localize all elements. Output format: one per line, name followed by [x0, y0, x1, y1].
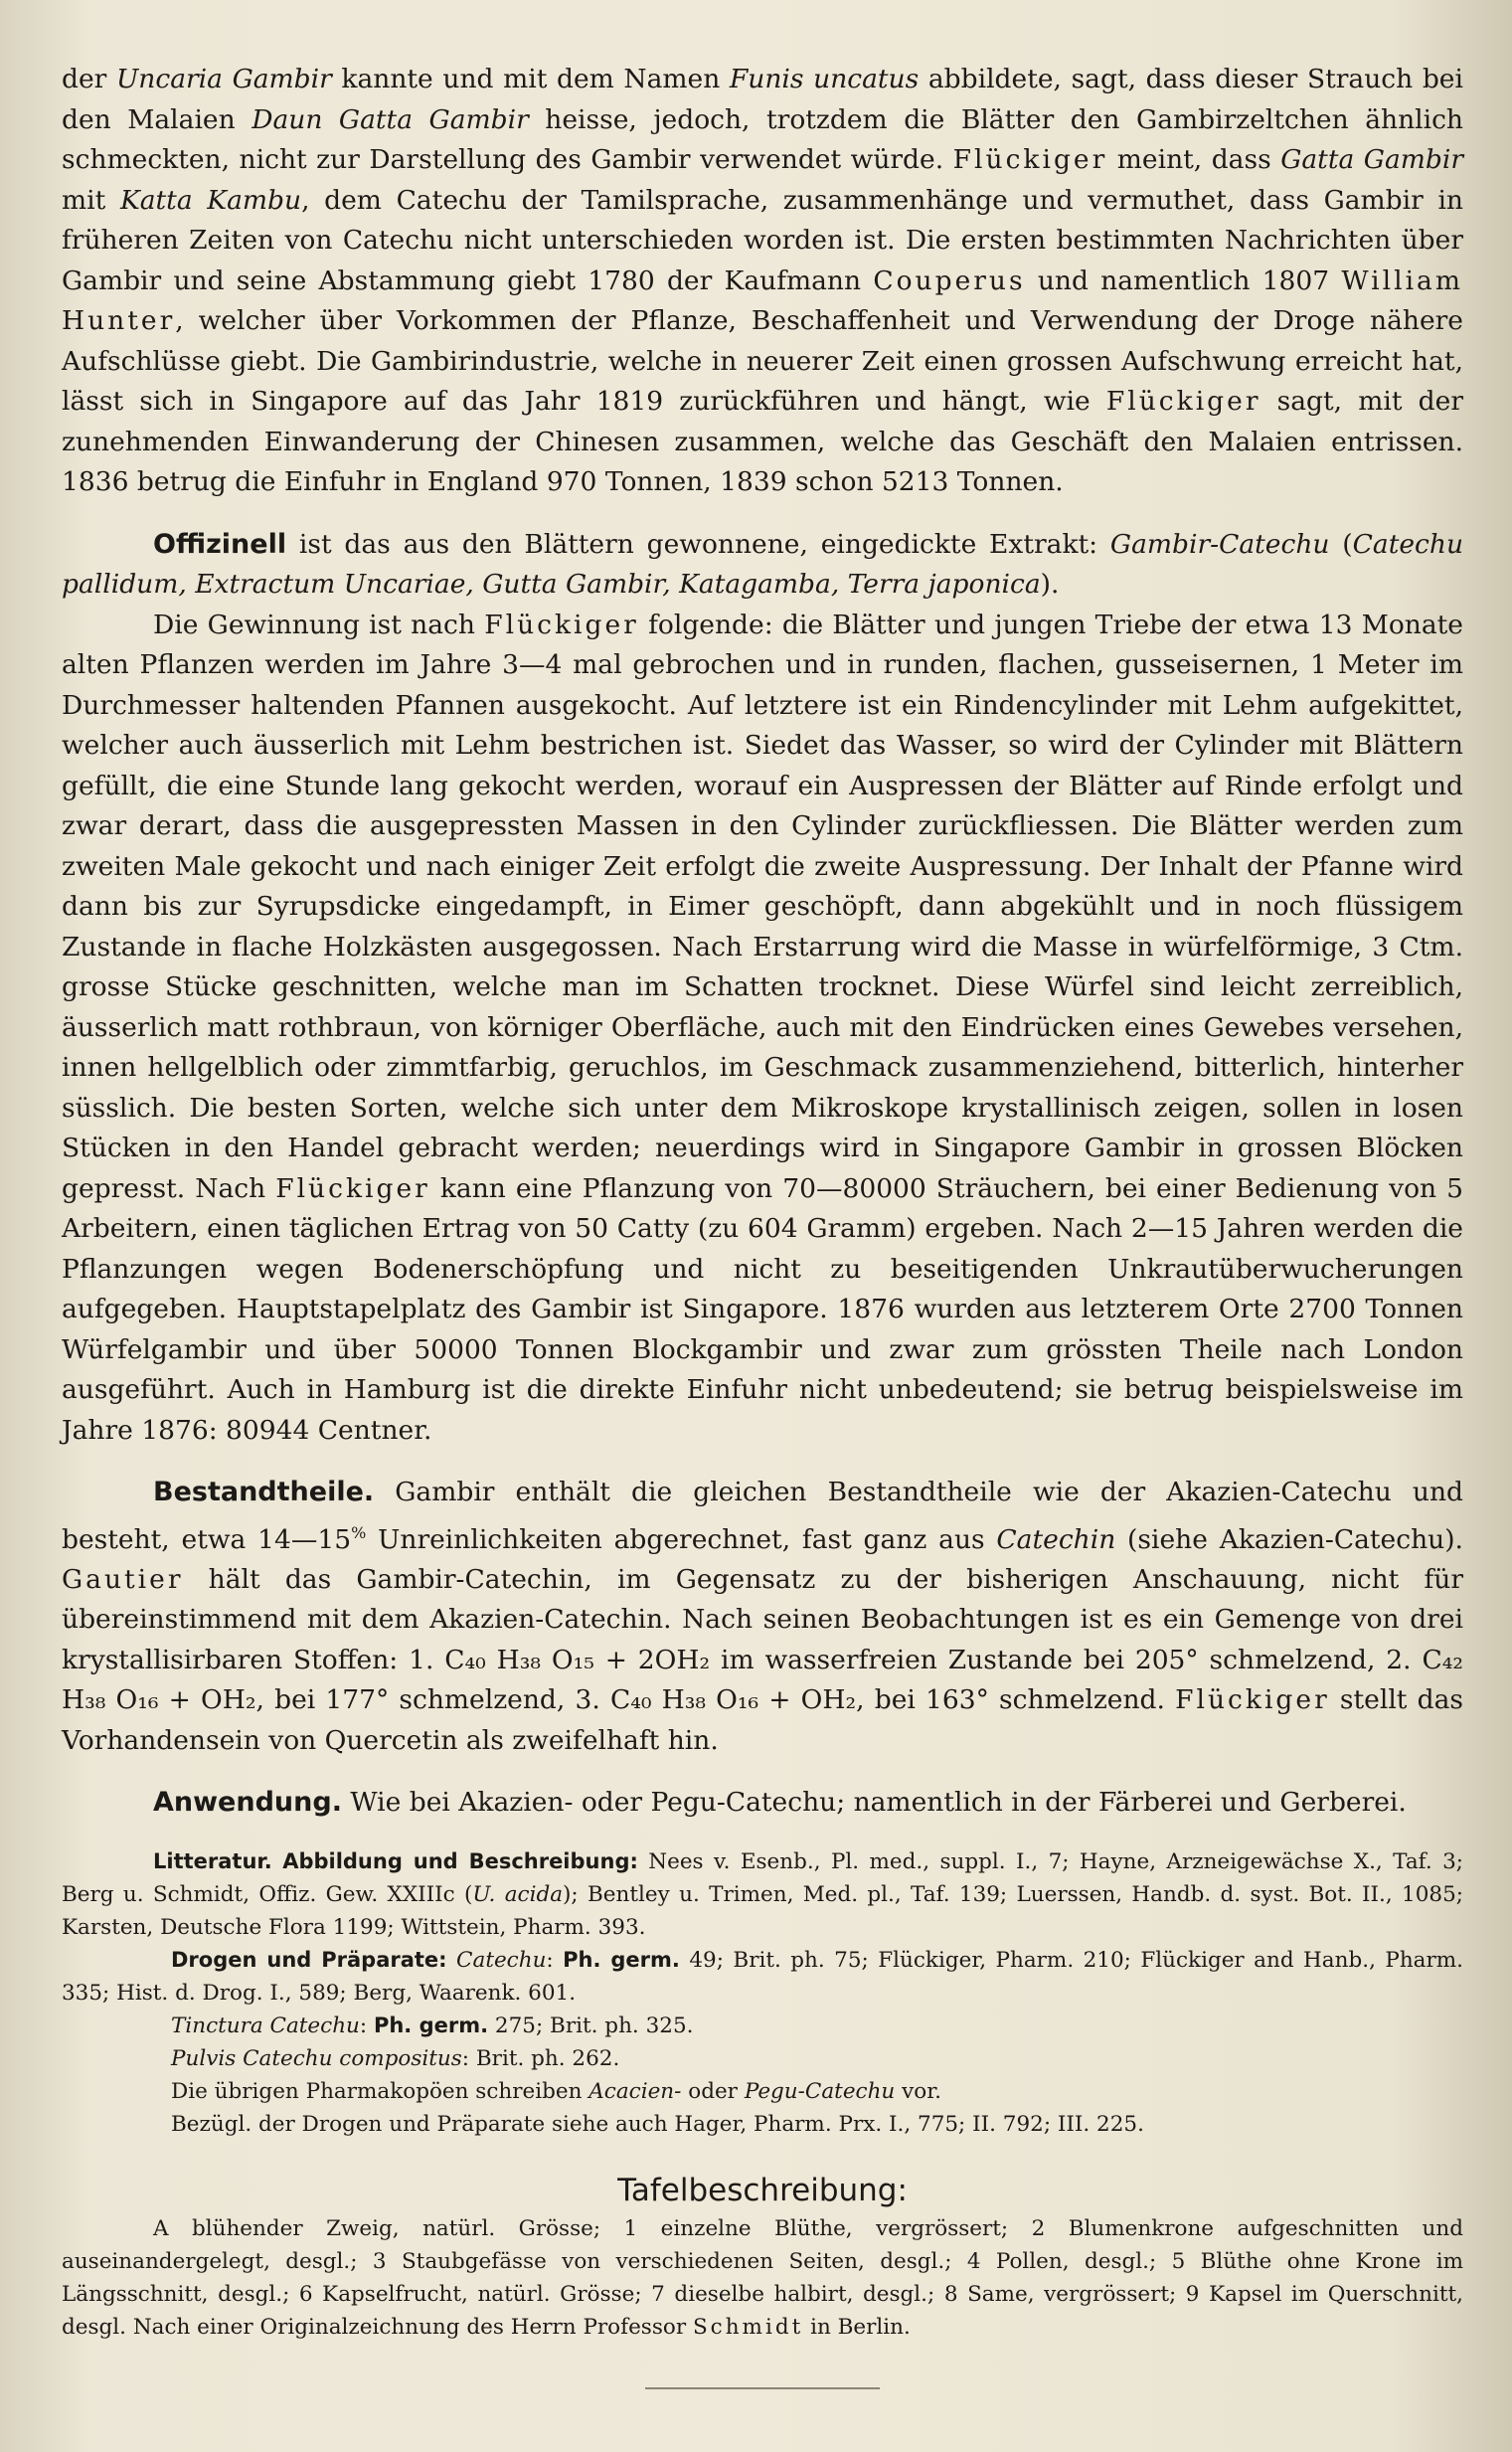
compound-name: Catechin — [996, 1523, 1116, 1555]
text: oder — [681, 2078, 745, 2104]
pharmacopoeia: Ph. germ. — [373, 2013, 489, 2037]
text: ); Bentley u. Trimen, Med. pl., Taf. 139; Luerssen, Handb. d. syst. Bot. II., 1085; Karsten, Deutsche Flora 1199; Wittstein, Pharm. 393. — [62, 1881, 1463, 1940]
text: , bei 177° schmelzend, 3. — [255, 1684, 610, 1716]
species-name: Funis uncatus — [729, 64, 920, 94]
species-name: Katta Kambu — [119, 184, 302, 216]
text: A blühender Zweig, natürl. Grösse; 1 einzelne Blüthe, vergrössert; 2 Blumenkrone aufgeschnitten und auseinandergelegt, desgl.; 3 Staubgefässe von verschiedenen Seiten, desgl.; 4 Pollen, desgl.; 5 Blüthe ohne Krone im Längsschnitt, desgl.; 6 Kapselfrucht, natürl. Grösse; 7 dieselbe halbirt, desgl.; 8 Same, vergrössert; 9 Kapsel im Querschnitt, desgl. Nach einer Originalzeichnung des Herrn Professor — [62, 2215, 1463, 2340]
literature-entry — [62, 2108, 1463, 2141]
author-name: Gautier — [62, 1563, 184, 1595]
text: hält das Gambir-Catechin, im Gegensatz zu der bisherigen Anschauung, nicht für übereinstimmend mit dem Akazien-Catechin. Nach seinen Beobachtungen ist es ein Gemenge von drei krystallisirbaren Stoffen: 1. — [62, 1563, 1463, 1675]
section-heading: Anwendung. — [153, 1787, 342, 1819]
author-name: Flückiger — [952, 144, 1108, 175]
text: Die übrigen Pharmakopöen schreiben — [171, 2078, 589, 2104]
document-page — [62, 60, 1463, 2389]
paragraph-offizinell — [62, 525, 1463, 606]
literature-section — [62, 1845, 1463, 2141]
literature-entry — [62, 2010, 1463, 2042]
literature-entry — [62, 1845, 1463, 1944]
species-name: Uncaria Gambir — [115, 64, 332, 94]
text: 275; Brit. ph. 325. — [488, 2013, 694, 2038]
drug-name: Tinctura Catechu — [171, 2013, 360, 2038]
author-name: Flückiger — [1175, 1684, 1330, 1716]
chemical-formula: C₄₀ H₃₈ O₁₆ + OH₂ — [609, 1684, 857, 1716]
author-name: Flückiger — [1105, 386, 1261, 417]
species-name: Gatta Gambir — [1280, 144, 1463, 175]
text: , welcher über Vorkommen der Pflanze, Beschaffenheit und Verwendung der Droge nähere Aufschlüsse giebt. Die Gambirindustrie, welche in neuerer Zeit einen grossen Aufschwung erreicht hat, lässt sich in Singapore auf das Jahr 1819 zurückführen und hängt, wie — [62, 305, 1463, 417]
text: mit — [62, 184, 120, 216]
paragraph-gewinnung — [62, 606, 1463, 1452]
text: Die Gewinnung ist nach — [153, 609, 485, 640]
text: : — [546, 1947, 564, 1973]
drug-name: Acacien- — [588, 2078, 682, 2104]
text: in Berlin. — [803, 2314, 911, 2340]
text: ). — [1040, 569, 1060, 600]
text: im wasserfreien Zustande bei 205° schmelzend, 2. — [710, 1644, 1423, 1675]
author-name: Flückiger — [484, 609, 639, 640]
text: kann eine Pflanzung von 70—80000 Sträuchern, bei einer Bedienung von 5 Arbeitern, einen täglichen Ertrag von 50 Catty (zu 604 Gramm) ergeben. Nach 2—15 Jahren werden die Pflanzungen wegen Bodenerschöpfung und nicht zu beseitigenden Unkrautüberwucherungen aufgegeben. Hauptstapelplatz des Gambir ist Singapore. 1876 wurden aus letzterem Orte 2700 Tonnen Würfelgambir und über 50000 Tonnen Blockgambir und zwar zum grössten Theile nach London ausgeführt. Auch in Hamburg ist die direkte Einfuhr nicht unbedeutend; sie betrug beispielsweise im Jahre 1876: 80944 Centner. — [62, 1172, 1463, 1446]
plate-description — [62, 2212, 1463, 2344]
literature-entry — [62, 2075, 1463, 2108]
pharmacopoeia: Ph. germ. — [563, 1947, 680, 1972]
text: (siehe Akazien-Catechu). — [1115, 1523, 1463, 1555]
text: , bei 163° schmelzend. — [856, 1684, 1176, 1716]
text: Bezügl. der Drogen und Präparate siehe auch Hager, Pharm. Prx. I., 775; II. 792; III. 225. — [171, 2111, 1144, 2137]
text: sagt, mit der zunehmenden Einwanderung der Chinesen zusammen, welche das Geschäft den Malaien entrissen. 1836 betrug die Einfuhr in England 970 Tonnen, 1839 schon 5213 Tonnen. — [62, 386, 1463, 497]
literature-entry — [62, 1944, 1463, 2010]
text: kannte und mit dem Namen — [331, 64, 730, 94]
literature-subheading: Drogen und Präparate: — [171, 1947, 447, 1972]
text: vor. — [895, 2078, 941, 2104]
author-name: Couperus — [873, 264, 1026, 296]
text: meint, dass — [1107, 144, 1281, 175]
plate-description-title: Tafelbeschreibung: — [617, 2172, 908, 2208]
text: 49; Brit. ph. 75; Flückiger, Pharm. 210; Flückiger and Hanb., Pharm. 335; Hist. d. Drog. I., 589; Berg, Waarenk. 601. — [62, 1947, 1463, 2006]
species-name: Daun Gatta Gambir — [252, 103, 529, 135]
text: ist das aus den Blättern gewonnene, eingedickte Extrakt: — [286, 528, 1110, 560]
literature-subheading: Abbildung und Beschreibung: — [282, 1848, 638, 1873]
text: : Brit. ph. 262. — [461, 2045, 620, 2071]
section-heading: Bestandtheile. — [153, 1477, 375, 1507]
text: Gambir enthält die gleichen Bestandtheile wie der Akazien-Catechu und besteht, etwa 14—15 — [62, 1477, 1463, 1555]
text: Unreinlichkeiten abgerechnet, fast ganz aus — [366, 1523, 997, 1555]
chemical-formula: C₄₂ H₃₈ O₁₆ + OH₂ — [62, 1644, 1463, 1716]
chemical-formula: C₄₀ H₃₈ O₁₅ + 2OH₂ — [444, 1644, 711, 1675]
paragraph-history — [62, 60, 1463, 503]
literature-heading: Litteratur. — [153, 1848, 272, 1873]
text: und namentlich 1807 — [1025, 264, 1342, 296]
drug-name: Pegu-Catechu — [744, 2078, 896, 2104]
literature-entry — [62, 2042, 1463, 2075]
text: Wie bei Akazien- oder Pegu-Catechu; namentlich in der Färberei und Gerberei. — [341, 1787, 1407, 1819]
text: heisse, jedoch, trotzdem die Blätter den Gambirzeltchen ähnlich schmeckten, nicht zur Darstellung des Gambir verwendet würde. — [62, 103, 1463, 175]
percent-sign: % — [351, 1522, 367, 1542]
text: stellt das Vorhandensein von Quercetin als zweifelhaft hin. — [62, 1684, 1463, 1756]
divider — [645, 2387, 880, 2389]
text: Nees v. Esenb., Pl. med., suppl. I., 7; Hayne, Arzneigewächse X., Taf. 3; Berg u. Schmidt, Offiz. Gew. XXIIIc ( — [62, 1848, 1463, 1907]
text: ( — [1329, 528, 1353, 560]
author-name: William Hunter — [62, 264, 1463, 336]
text: der — [62, 64, 116, 94]
text: : — [359, 2013, 374, 2038]
drug-name: Gambir-Catechu — [1109, 528, 1330, 560]
section-heading: Offizinell — [153, 528, 287, 560]
drug-name: Catechu — [456, 1947, 547, 1973]
author-name: Flückiger — [275, 1172, 430, 1204]
author-name: Schmidt — [692, 2314, 804, 2340]
drug-name: Pulvis Catechu compositus — [171, 2045, 462, 2071]
synonyms: Catechu pallidum, Extractum Uncariae, Gutta Gambir, Katagamba, Terra japonica — [62, 528, 1464, 600]
text: folgende: die Blätter und jungen Triebe der etwa 13 Monate alten Pflanzen werden im Jahre 3—4 mal gebrochen und in runden, flachen, gusseisernen, 1 Meter im Durchmesser haltenden Pfannen ausgekocht. Auf letztere ist ein Rindencylinder mit Lehm aufgekittet, welcher auch äusserlich mit Lehm bestrichen ist. Siedet das Wasser, so wird der Cylinder mit Blättern gefüllt, die eine Stunde lang gekocht werden, worauf ein Auspressen der Blätter auf Rinde erfolgt und zwar derart, dass die ausgepressten Massen in den Cylinder zurückfliessen. Die Blätter werden zum zweiten Male gekocht und nach einiger Zeit erfolgt die zweite Auspressung. Der Inhalt der Pfanne wird dann bis zur Syrupsdicke eingedampft, in Eimer geschöpft, dann abgekühlt und in noch flüssigem Zustande in flache Holzkästen ausgegossen. Nach Erstarrung wird die Masse in würfelförmige, 3 Ctm. grosse Stücke geschnitten, welche man im Schatten trocknet. Diese Würfel sind leicht zerreiblich, äusserlich matt rothbraun, von körniger Oberfläche, auch mit den Eindrücken eines Gewebes versehen, innen hellgelblich oder zimmtfarbig, geruchlos, im Geschmack zusammenziehend, bitterlich, hinterher süsslich. Die besten Sorten, welche sich unter dem Mikroskope krystallinisch zeigen, sollen in losen Stücken in den Handel gebracht werden; neuerdings wird in Singapore Gambir in grossen Blöcken gepresst. Nach — [62, 609, 1463, 1204]
paragraph-anwendung — [62, 1783, 1463, 1824]
paragraph-bestandtheile — [62, 1473, 1463, 1761]
text: , dem Catechu der Tamilsprache, zusammenhänge und vermuthet, dass Gambir in früheren Zeiten von Catechu nicht unterschieden worden ist. Die ersten bestimmten Nachrichten über Gambir und seine Abstammung giebt 1780 der Kaufmann — [62, 184, 1464, 296]
species-name: U. acida — [472, 1881, 564, 1907]
text: abbildete, sagt, dass dieser Strauch bei den Malaien — [62, 64, 1463, 135]
